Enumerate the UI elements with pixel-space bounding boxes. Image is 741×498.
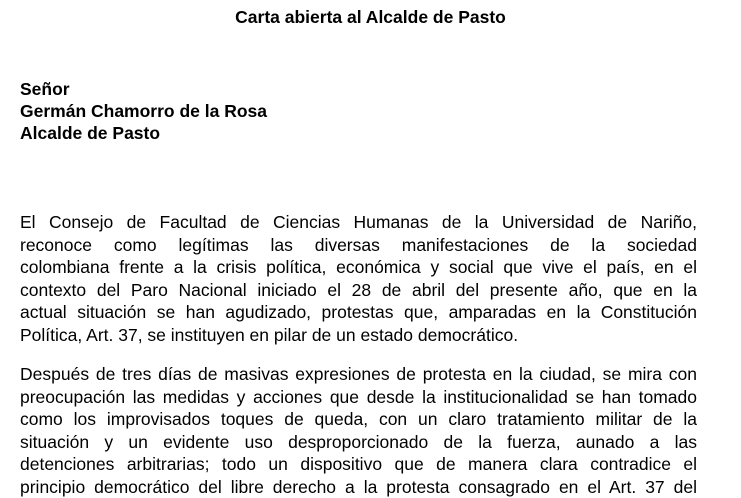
paragraph-line: preocupación las medidas y acciones que desde la institucionalidad se han tomado bbox=[20, 386, 697, 409]
paragraph-line: contexto del Paro Nacional iniciado el 28 de abril del presente año, que en la bbox=[20, 279, 697, 302]
paragraph-line: detenciones arbitrarias; todo un dispositivo que de manera clara contradice el bbox=[20, 453, 697, 476]
recipient-salutation: Señor bbox=[20, 78, 267, 100]
paragraph-2 bbox=[20, 363, 697, 498]
recipient-position: Alcalde de Pasto bbox=[20, 122, 267, 144]
paragraph-line: como los improvisados toques de queda, con un claro tratamiento militar de la bbox=[20, 408, 697, 431]
paragraph-1 bbox=[20, 211, 697, 346]
paragraph-line: colombiana frente a la crisis política, económica y social que vive el país, en el bbox=[20, 256, 697, 279]
recipient-name: Germán Chamorro de la Rosa bbox=[20, 100, 267, 122]
paragraph-line: El Consejo de Facultad de Ciencias Humanas de la Universidad de Nariño, bbox=[20, 211, 697, 234]
recipient-block bbox=[20, 78, 267, 144]
paragraph-line: reconoce como legítimas las diversas manifestaciones de la sociedad bbox=[20, 234, 697, 257]
paragraph-line: situación y un evidente uso desproporcionado de la fuerza, aunado a las bbox=[20, 431, 697, 454]
paragraph-line: actual situación se han agudizado, protestas que, amparadas en la Constitución bbox=[20, 301, 697, 324]
paragraph-line: Después de tres días de masivas expresiones de protesta en la ciudad, se mira con bbox=[20, 363, 697, 386]
letter-title: Carta abierta al Alcalde de Pasto bbox=[0, 6, 741, 28]
paragraph-line: principio democrático del libre derecho a la protesta consagrado en el Art. 37 del bbox=[20, 476, 697, 498]
paragraph-line: Política, Art. 37, se instituyen en pilar de un estado democrático. bbox=[20, 324, 697, 347]
